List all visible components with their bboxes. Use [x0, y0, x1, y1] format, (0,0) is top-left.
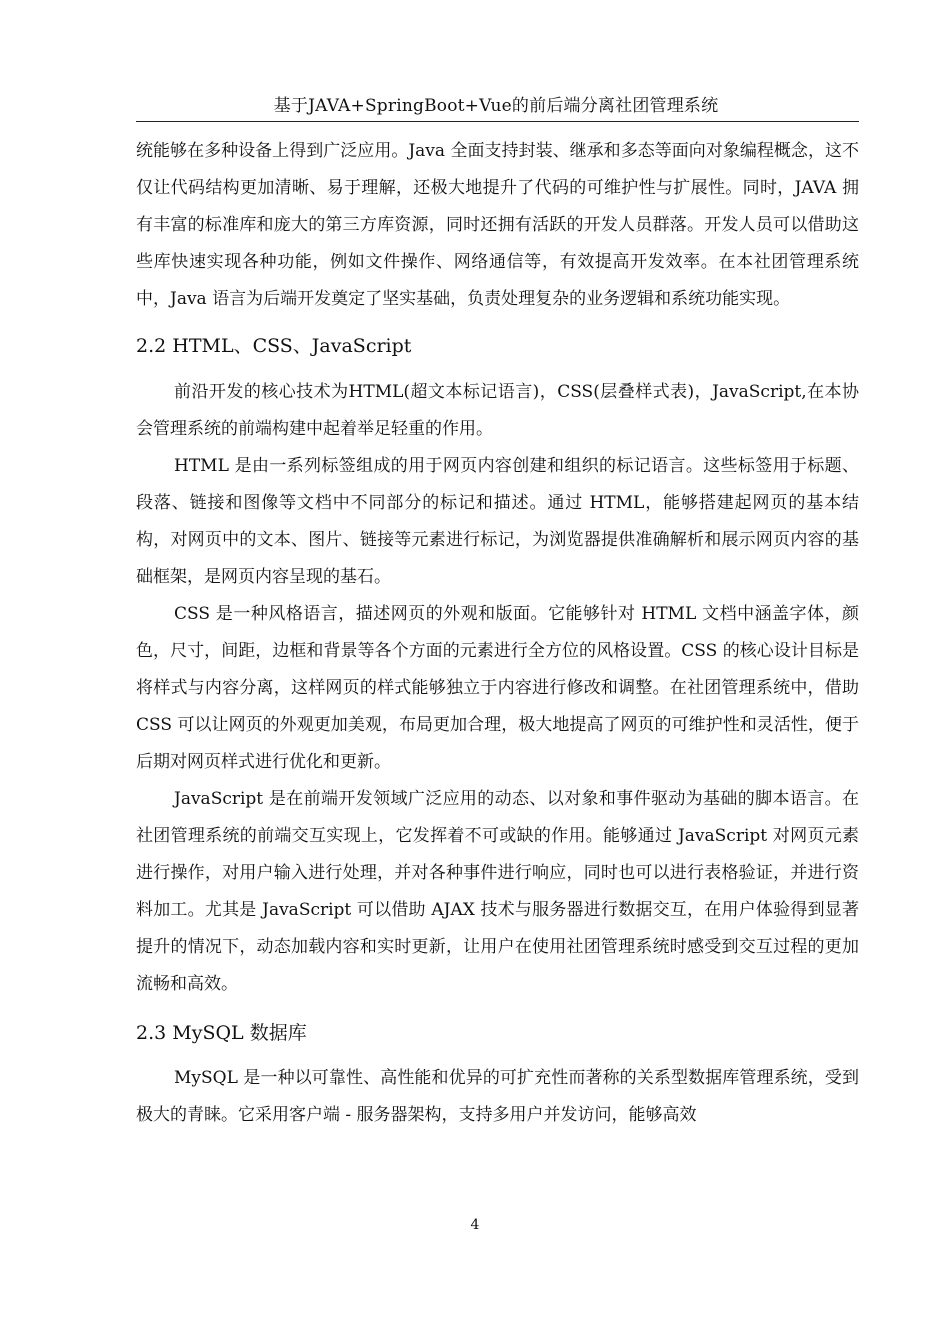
- document-body: [136, 133, 859, 1134]
- paragraph-html: HTML 是由一系列标签组成的用于网页内容创建和组织的标记语言。这些标签用于标题、段落、链接和图像等文档中不同部分的标记和描述。通过 HTML，能够搭建起网页的基本结构，对网页中的文本、图片、链接等元素进行标记，为浏览器提供准确解析和展示网页内容的基础框架，是网页内容呈现的基石。: [136, 456, 859, 587]
- paragraph-css: CSS 是一种风格语言，描述网页的外观和版面。它能够针对 HTML 文档中涵盖字体，颜色，尺寸，间距，边框和背景等各个方面的元素进行全方位的风格设置。CSS 的核心设计目标是将样式与内容分离，这样网页的样式能够独立于内容进行修改和调整。在社团管理系统中，借助 CSS 可以让网页的外观更加美观，布局更加合理，极大地提高了网页的可维护性和灵活性，便于后期对网页样式进行优化和更新。: [136, 604, 859, 772]
- page-number: 4: [470, 1217, 480, 1233]
- section-heading-2-2: 2.2 HTML、CSS、JavaScript: [136, 335, 412, 357]
- header-rule: [136, 121, 859, 122]
- paragraph-javascript: JavaScript 是在前端开发领域广泛应用的动态、以对象和事件驱动为基础的脚本语言。在社团管理系统的前端交互实现上，它发挥着不可或缺的作用。能够通过 JavaScript 对网页元素进行操作，对用户输入进行处理，并对各种事件进行响应，同时也可以进行表格验证，并进行资料加工。尤其是 JavaScript 可以借助 AJAX 技术与服务器进行数据交互，在用户体验得到显著提升的情况下，动态加载内容和实时更新，让用户在使用社团管理系统时感受到交互过程的更加流畅和高效。: [136, 789, 859, 994]
- running-header: 基于JAVA+SpringBoot+Vue的前后端分离社团管理系统: [273, 96, 719, 116]
- section-heading-2-3: 2.3 MySQL 数据库: [136, 1022, 307, 1044]
- paragraph-java-continued: 统能够在多种设备上得到广泛应用。Java 全面支持封装、继承和多态等面向对象编程概念，这不仅让代码结构更加清晰、易于理解，还极大地提升了代码的可维护性与扩展性。同时，JAVA 拥有丰富的标准库和庞大的第三方库资源，同时还拥有活跃的开发人员群落。开发人员可以借助这些库快速实现各种功能，例如文件操作、网络通信等，有效提高开发效率。在本社团管理系统中，Java 语言为后端开发奠定了坚实基础，负责处理复杂的业务逻辑和系统功能实现。: [136, 141, 859, 309]
- paragraph-mysql: MySQL 是一种以可靠性、高性能和优异的可扩充性而著称的关系型数据库管理系统，受到极大的青睐。它采用客户端 - 服务器架构，支持多用户并发访问，能够高效: [136, 1068, 859, 1125]
- paragraph-frontend-intro: 前沿开发的核心技术为HTML(超文本标记语言)，CSS(层叠样式表)，JavaScript,在本协会管理系统的前端构建中起着举足轻重的作用。: [136, 382, 859, 439]
